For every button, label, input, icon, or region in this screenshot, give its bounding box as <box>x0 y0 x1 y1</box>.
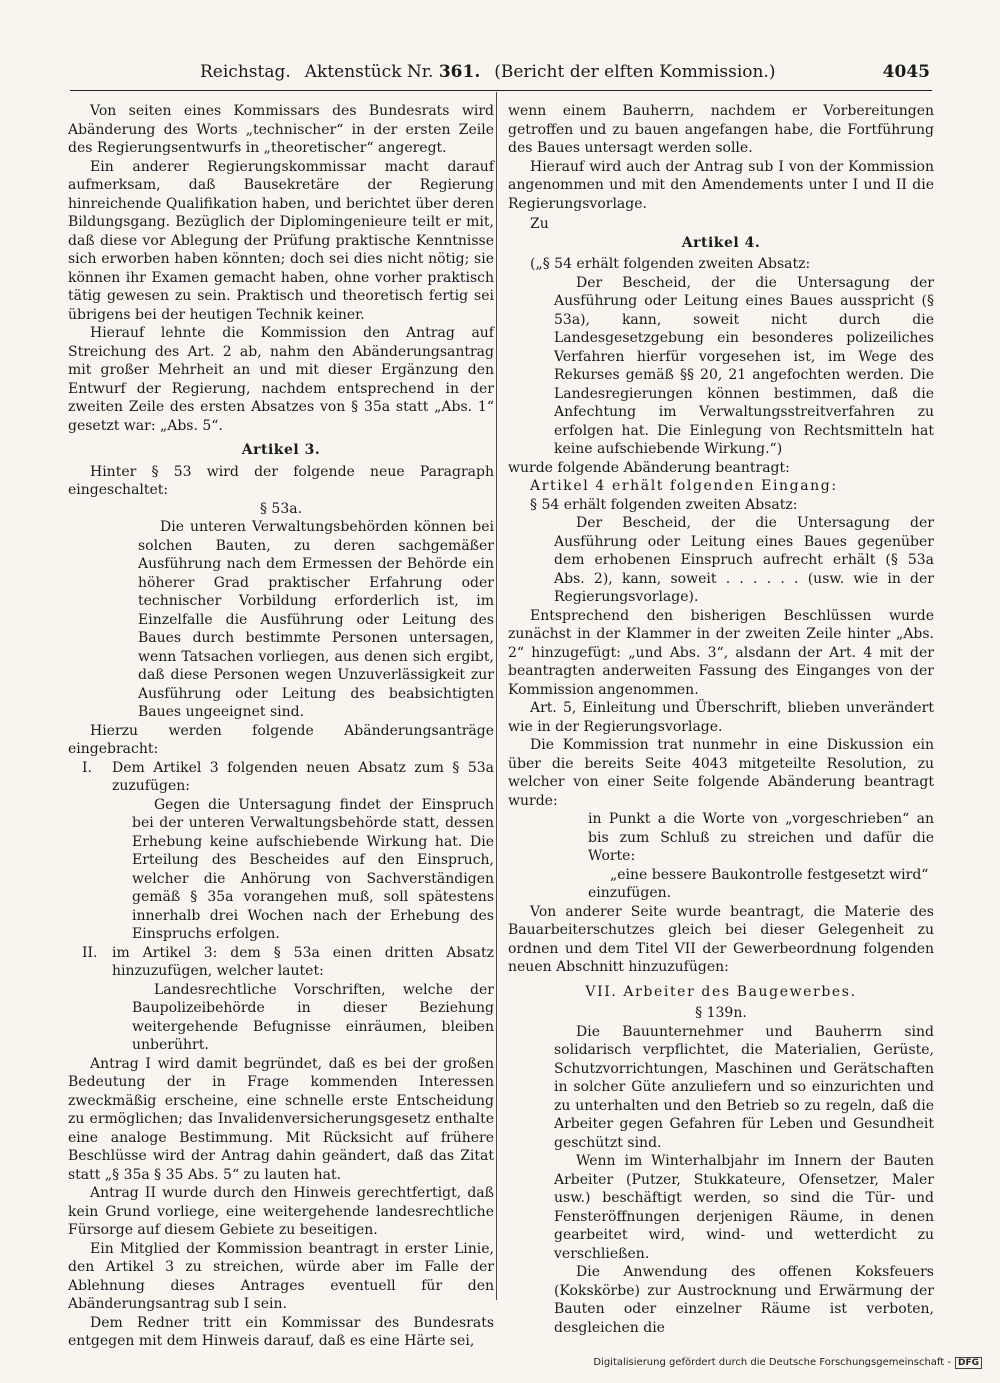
item-text: Dem Artikel 3 folgenden neuen Absatz zum § 53a zuzufügen: <box>112 759 494 794</box>
zu-label: Zu <box>530 216 549 232</box>
column-divider <box>496 92 497 1300</box>
paragraph: Ein Mitglied der Kommission beantragt in erster Linie, den Artikel 3 zu streichen, würde aber im Falle der Ablehnung dieses Antrages eventuell für den Abänderungsantrag sub I sein. <box>68 1240 494 1312</box>
paragraph: § 54 erhält folgenden zweiten Absatz: <box>530 496 798 513</box>
paragraph: Dem Redner tritt ein Kommissar des Bundesrats entgegen mit dem Hinweis darauf, daß es eine Härte sei, <box>68 1314 494 1349</box>
paragraph: wenn einem Bauherrn, nachdem er Vorbereitungen getroffen und zu bauen angefangen habe, die Fortführung des Baues untersagt werden solle. <box>508 103 934 156</box>
item-quote: Gegen die Untersagung findet der Einspruch bei der unteren Verwaltungsbehörde statt, dessen Erhebung keine aufschiebende Wirkung hat. Die Erteilung des Bescheides auf den Einspruch, welcher die Anhörung von Sachverständigen gemäß § 35a vorangehen muß, soll spätestens innerhalb drei Wochen nach der Erhebung des Einspruchs erfolgen. <box>132 796 494 942</box>
header-rule <box>70 90 932 91</box>
paragraph: Hinter § 53 wird der folgende neue Paragraph eingeschaltet: <box>68 463 494 498</box>
section-53a-text: Die unteren Verwaltungsbehörden können bei solchen Bauten, zu deren sachgemäßer Ausführung nach dem Ermessen der Behörde ein höherer Grad praktischer Erfahrung oder technischer Vorbildung erforderlich ist, im Einzelfalle die Ausführung oder Leitung des Baues durch bestimmte Personen untersagen, wenn Tatsachen vorliegen, aus denen sich ergibt, daß diese Personen wegen Unzuverlässigkeit zur Ausführung oder Leitung des beabsichtigten Baues ungeeignet sind. <box>138 519 494 720</box>
header-title <box>200 60 775 84</box>
article-3-heading: Artikel 3. <box>241 442 321 458</box>
section-vii-heading: VII. Arbeiter des Baugewerbes. <box>585 983 857 1000</box>
paragraph: Hierzu werden folgende Abänderungsanträge eingebracht: <box>68 722 494 757</box>
paragraph: wurde folgende Abänderung beantragt: <box>508 459 790 476</box>
quoted-text: „eine bessere Baukontrolle festgesetzt wird“ <box>610 866 929 883</box>
amendment-item-2 <box>68 944 494 1055</box>
section-139n-text: Die Bauunternehmer und Bauherrn sind solidarisch verpflichtet, die Materialien, Gerüste, Schutzvorrichtungen, Maschinen und Gerätschaften in solcher Güte anzuliefern und so einzurichten und zu unterhalten und den Betrieb so zu regeln, daß die Arbeiter gegen Gefahren für Leben und Gesundheit geschützt sind. <box>554 1023 934 1151</box>
header-report: (Bericht der elften Kommission.) <box>494 62 776 82</box>
paragraph: („§ 54 erhält folgenden zweiten Absatz: <box>530 256 811 272</box>
paragraph: Entsprechend den bisherigen Beschlüssen wurde zunächst in der Klammer in der zweiten Zeile hinter „Abs. 2“ hinzugefügt: „und Abs. 3“, alsdann der Art. 4 mit der beantragten anderweiten Fassung des Einganges von der Kommission angenommen. <box>508 607 934 698</box>
funding-footer <box>593 1357 982 1369</box>
section-53a-title: § 53a. <box>259 500 303 517</box>
item-text: im Artikel 3: dem § 53a einen dritten Absatz hinzuzufügen, welcher lautet: <box>112 944 494 979</box>
paragraph: Antrag I wird damit begründet, daß es bei der großen Bedeutung der in Frage kommenden Interessen zweckmäßig erscheine, eine schnelle erste Entscheidung zu ermöglichen; das Invalidenversicherungsgesetz enthalte eine analoge Bestimmung. Mit Rücksicht auf frühere Beschlüsse wird der Antrag dahin geändert, daß das Zitat statt „§ 35a § 35 Abs. 5“ zu lauten hat. <box>68 1055 494 1183</box>
section-139n-text: Wenn im Winterhalbjahr im Innern der Bauten Arbeiter (Putzer, Stukkateure, Ofensetzer, Maler usw.) beschäftigt werden, so sind die Tür- und Fensteröffnungen derjenigen Räume, in denen gearbeitet wird, wind- und wetterdicht zu verschließen. <box>554 1153 934 1262</box>
paragraph: Hierauf wird auch der Antrag sub I von der Kommission angenommen und mit den Amendements unter I und II die Regierungsvorlage. <box>508 158 934 212</box>
page-number: 4045 <box>882 62 930 82</box>
quoted-text: Der Bescheid, der die Untersagung der Ausführung oder Leitung eines Baues ausspricht (§ 53a), kann, soweit nicht durch die Landesgesetzgebung ein besonderes polizeiliches Verfahren hierfür vorgesehen ist, im Wege des Rekurses gemäß §§ 20, 21 angefochten werden. Die Landesregierungen können bestimmen, daß die Anfechtung im Verwaltungsstreitverfahren zu erfolgen hat. Die Einlegung von Rechtsmitteln hat keine aufschiebende Wirkung.“) <box>554 274 934 457</box>
paragraph: Von seiten eines Kommissars des Bundesrats wird Abänderung des Worts „technischer“ in der ersten Zeile des Regierungsentwurfs in „theoretischer“ angeregt. <box>68 103 494 156</box>
quoted-text: einzufügen. <box>588 885 672 901</box>
dfg-logo: DFG <box>955 1357 982 1369</box>
amendment-item-1 <box>68 759 494 944</box>
paragraph: Art. 5, Einleitung und Überschrift, blieben unverändert wie in der Regierungsvorlage. <box>508 700 934 735</box>
item-quote: Landesrechtliche Vorschriften, welche der Baupolizeibehörde in dieser Beziehung weitergehende Befugnisse einräumen, bleiben unberührt. <box>132 981 494 1053</box>
running-header <box>200 60 930 90</box>
right-column <box>508 102 934 1337</box>
paragraph: Antrag II wurde durch den Hinweis gerechtfertigt, daß kein Grund vorliege, eine weitergehende landesrechtliche Fürsorge auf diesem Gebiete zu beseitigen. <box>68 1185 494 1238</box>
section-139n-text: Die Anwendung des offenen Koksfeuers (Kokskörbe) zur Austrocknung und Erwärmung der Bauten oder einzelner Räume ist verboten, desgleichen die <box>554 1264 934 1336</box>
item-marker: II. <box>82 944 98 961</box>
header-number: 361. <box>438 62 481 82</box>
paragraph: Ein anderer Regierungskommissar macht darauf aufmerksam, daß Bausekretäre der Regierung hinreichende Qualifikation haben, und berichtet über deren Bildungsgang. Bezüglich der Diplomingenieure teilt er mit, daß diese vor Ablegung der Prüfung praktische Kenntnisse sich erworben haben könnten; doch sei dies nicht nötig; sie können ihr Examen gemacht haben, ohne vorher praktisch tätig gewesen zu sein. Praktisch und theoretisch fertig sei übrigens bei der heutigen Technik keiner. <box>68 158 494 323</box>
paragraph: Artikel 4 erhält folgenden Eingang: <box>530 478 838 494</box>
item-marker: I. <box>82 759 92 776</box>
footer-text: Digitalisierung gefördert durch die Deutsche Forschungsgemeinschaft - <box>593 1357 951 1368</box>
article-4-heading: Artikel 4. <box>681 234 761 251</box>
paragraph: Von anderer Seite wurde beantragt, die Materie des Bauarbeiterschutzes gleich bei dieser Gelegenheit zu ordnen und dem Titel VII der Gewerbeordnung folgenden neuen Abschnitt hinzuzufügen: <box>508 903 934 975</box>
section-139n-title: § 139n. <box>695 1005 747 1021</box>
header-body: Reichstag. <box>200 62 291 82</box>
header-doc: Aktenstück Nr. <box>304 62 434 82</box>
quoted-text: Der Bescheid, der die Untersagung der Ausführung oder Leitung eines Baues gegenüber dem erhobenen Einspruch aufrecht erhält (§ 53a Abs. 2), kann, soweit . . . . . . (usw. wie in der Regierungsvorlage). <box>554 515 934 605</box>
quoted-text: in Punkt a die Worte von „vorgeschrieben“ an bis zum Schluß zu streichen und dafür die Worte: <box>588 811 934 864</box>
paragraph: Hierauf lehnte die Kommission den Antrag auf Streichung des Art. 2 ab, nahm den Abänderungsantrag mit großer Mehrheit an und mit dieser Ergänzung den Entwurf der Regierung, nachdem entsprechend in der zweiten Zeile des ersten Absatzes von § 35a statt „Abs. 1“ gesetzt war: „Abs. 5“. <box>68 325 494 434</box>
left-column <box>68 102 494 1351</box>
paragraph: Die Kommission trat nunmehr in eine Diskussion ein über die bereits Seite 4043 mitgeteilte Resolution, zu welcher von einer Seite folgende Abänderung beantragt wurde: <box>508 737 934 809</box>
